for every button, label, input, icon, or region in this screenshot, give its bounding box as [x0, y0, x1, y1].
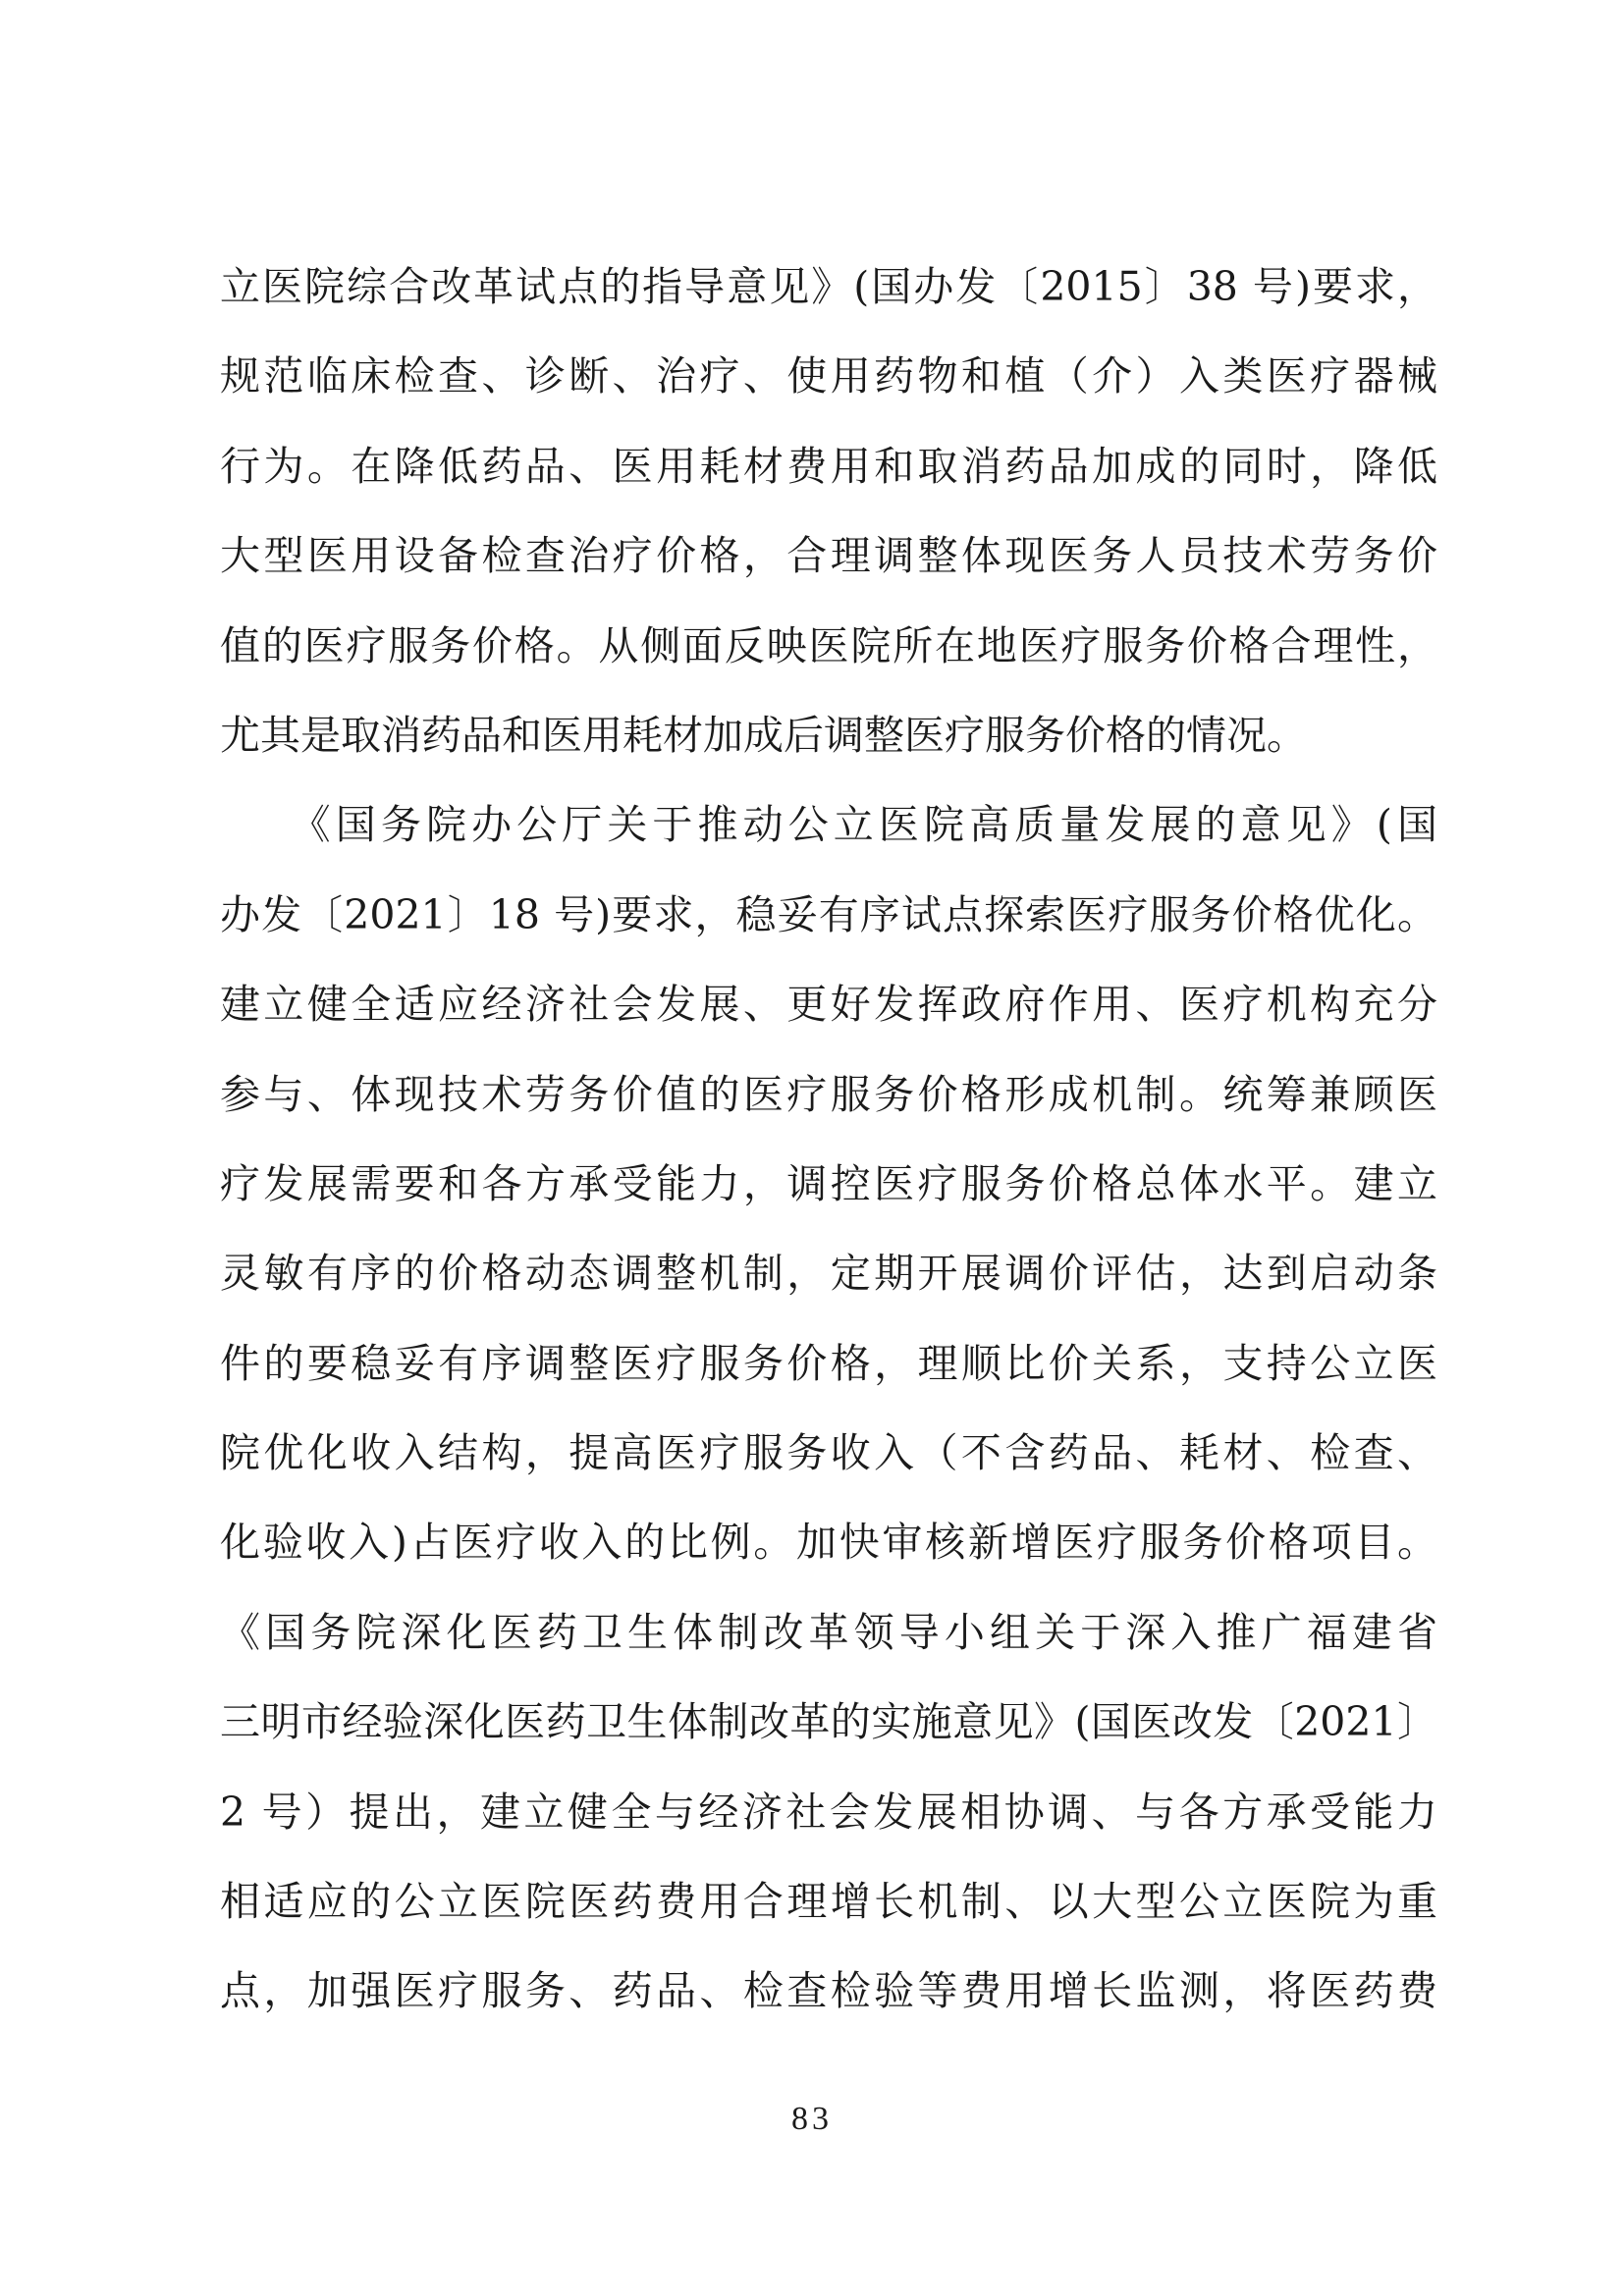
- body-text: [220, 242, 1437, 2037]
- text-line: 《国务院办公厅关于推动公立医院高质量发展的意见》(国: [220, 801, 1437, 849]
- text-line: 件的要稳妥有序调整医疗服务价格，理顺比价关系，支持公立医: [220, 1339, 1437, 1387]
- text-line: 尤其是取消药品和医用耗材加成后调整医疗服务价格的情况。: [220, 711, 1307, 759]
- text-line: 规范临床检查、诊断、治疗、使用药物和植（介）入类医疗器械: [220, 352, 1437, 400]
- text-line: 行为。在降低药品、医用耗材费用和取消药品加成的同时，降低: [220, 442, 1437, 490]
- text-line: 值的医疗服务价格。从侧面反映医院所在地医疗服务价格合理性，: [220, 621, 1437, 669]
- text-line: 点，加强医疗服务、药品、检查检验等费用增长监测，将医药费: [220, 1967, 1437, 2015]
- text-line: 立医院综合改革试点的指导意见》(国办发〔2015〕38 号)要求，: [220, 263, 1437, 310]
- text-line: 化验收入)占医疗收入的比例。加快审核新增医疗服务价格项目。: [220, 1519, 1437, 1567]
- page-number: 83: [791, 2101, 833, 2137]
- text-line: 灵敏有序的价格动态调整机制，定期开展调价评估，达到启动条: [220, 1250, 1437, 1298]
- text-line: 疗发展需要和各方承受能力，调控医疗服务价格总体水平。建立: [220, 1159, 1437, 1207]
- text-line: 参与、体现技术劳务价值的医疗服务价格形成机制。统筹兼顾医: [220, 1070, 1437, 1118]
- text-line: 大型医用设备检查治疗价格，合理调整体现医务人员技术劳务价: [220, 532, 1437, 580]
- text-line: 建立健全适应经济社会发展、更好发挥政府作用、医疗机构充分: [220, 981, 1437, 1029]
- text-line: 院优化收入结构，提高医疗服务收入（不含药品、耗材、检查、: [220, 1429, 1437, 1477]
- text-line: 三明市经验深化医药卫生体制改革的实施意见》(国医改发〔2021〕: [220, 1698, 1437, 1746]
- text-line: 办发〔2021〕18 号)要求，稳妥有序试点探索医疗服务价格优化。: [220, 890, 1437, 938]
- text-line: 《国务院深化医药卫生体制改革领导小组关于深入推广福建省: [220, 1608, 1437, 1656]
- text-line: 相适应的公立医院医药费用合理增长机制、以大型公立医院为重: [220, 1878, 1437, 1926]
- text-line: 2 号）提出，建立健全与经济社会发展相协调、与各方承受能力: [220, 1788, 1437, 1836]
